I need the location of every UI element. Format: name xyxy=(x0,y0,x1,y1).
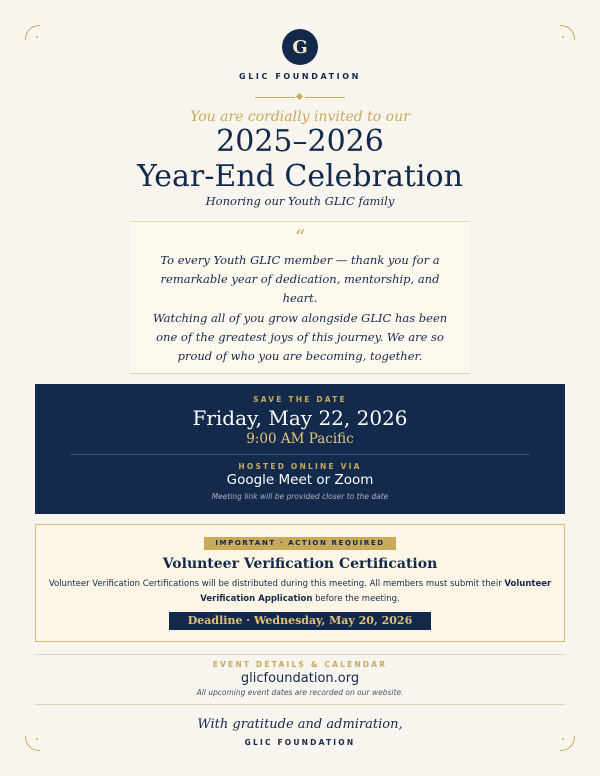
event-title-line1: 2025–2026 xyxy=(216,124,384,159)
foundation-logo: G xyxy=(282,29,318,65)
save-the-date-label: SAVE THE DATE xyxy=(253,395,347,404)
meeting-platform: Google Meet or Zoom xyxy=(226,472,374,488)
action-required-badge: IMPORTANT · ACTION REQUIRED xyxy=(204,537,396,550)
divider-diamond xyxy=(296,93,303,100)
certification-application-name: Volunteer Verification Application xyxy=(200,579,552,604)
website-note: All upcoming event dates are recorded on our website. xyxy=(196,688,404,697)
footer-rule-bottom xyxy=(35,704,565,705)
invite-line: You are cordially invited to our xyxy=(190,109,410,125)
hosted-online-label: HOSTED ONLINE VIA xyxy=(238,462,362,471)
closing-line: With gratitude and admiration, xyxy=(197,717,403,732)
deadline-banner: Deadline · Wednesday, May 20, 2026 xyxy=(169,612,431,630)
org-name: GLIC FOUNDATION xyxy=(239,72,361,81)
certification-title: Volunteer Verification Certification xyxy=(162,556,438,572)
divider-left xyxy=(255,97,295,98)
event-title xyxy=(0,124,600,194)
event-subtitle: Honoring our Youth GLIC family xyxy=(205,194,395,208)
corner-ornament-top-left xyxy=(25,25,40,40)
closing-org-name: GLIC FOUNDATION xyxy=(244,738,356,747)
certification-description xyxy=(46,577,554,607)
meeting-link-note: Meeting link will be provided closer to the date xyxy=(211,492,389,501)
quote-mark-icon: “ xyxy=(294,225,306,249)
certification-text-part1: Volunteer Verification Certifications will be distributed during this meeting. All members must submit their xyxy=(48,579,502,589)
quote-paragraph-1: To every Youth GLIC member — thank you for a remarkable year of dedication, mentorship, and heart. xyxy=(160,253,440,305)
message-quote-box xyxy=(130,221,470,374)
action-required-panel xyxy=(35,524,565,642)
footer-rule-top xyxy=(35,654,565,655)
corner-dot-top-left xyxy=(36,36,38,38)
website-link[interactable]: glicfoundation.org xyxy=(240,671,360,686)
save-the-date-panel xyxy=(35,384,565,514)
divider-right xyxy=(305,97,345,98)
panel-divider xyxy=(70,454,530,455)
event-time: 9:00 AM Pacific xyxy=(246,431,354,447)
event-title-line2: Year-End Celebration xyxy=(137,159,463,194)
quote-paragraph-2: Watching all of you grow alongside GLIC has been one of the greatest joys of this journey. We are so proud of who you are becoming, together. xyxy=(152,311,448,363)
event-details-label: EVENT DETAILS & CALENDAR xyxy=(212,660,388,669)
event-date: Friday, May 22, 2026 xyxy=(192,406,408,430)
corner-dot-top-right xyxy=(562,36,564,38)
certification-text-part2: before the meeting. xyxy=(315,594,400,604)
